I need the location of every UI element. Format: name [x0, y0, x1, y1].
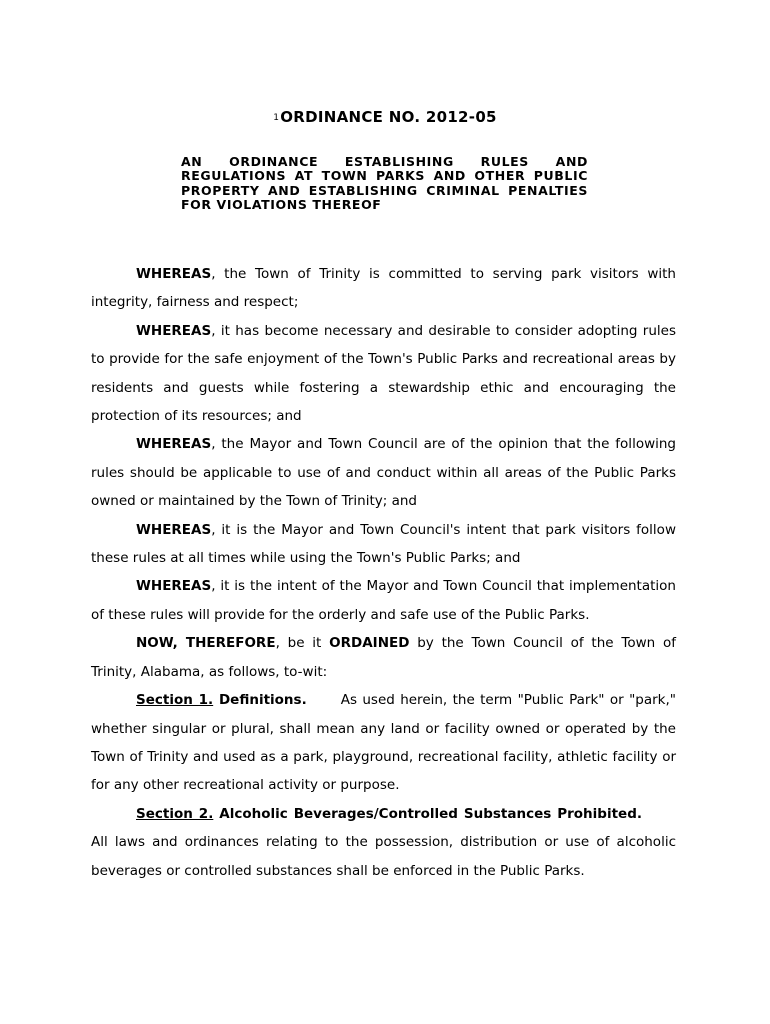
now-therefore-lead: NOW, THEREFORE	[136, 635, 276, 652]
whereas-clause-3	[91, 430, 676, 515]
section-1-label: Section 1.	[136, 692, 214, 709]
whereas-text: , the Town of Trinity is committed to serving park visitors with integrity, fairness and respect;	[91, 266, 676, 311]
whereas-clause-4	[91, 516, 676, 573]
ordinance-title	[0, 108, 770, 126]
section-1	[91, 686, 676, 800]
ordained-word: ORDAINED	[329, 635, 410, 652]
whereas-clause-1	[91, 260, 676, 317]
whereas-text: , it is the intent of the Mayor and Town Council that implementation of these rules will provide for the orderly and safe use of the Public Parks.	[91, 578, 676, 623]
whereas-clause-2	[91, 317, 676, 431]
ordinance-body	[91, 260, 676, 885]
section-2-text: All laws and ordinances relating to the possession, distribution or use of alcoholic beverages or controlled substances shall be enforced in the Public Parks.	[91, 834, 676, 879]
footnote-mark: 1	[273, 113, 280, 123]
whereas-lead: WHEREAS	[136, 436, 212, 453]
whereas-text: , the Mayor and Town Council are of the opinion that the following rules should be applicable to use of and conduct within all areas of the Public Parks owned or maintained by the Town of Trinity; and	[91, 436, 676, 510]
ordinance-title-text: ORDINANCE NO. 2012-05	[280, 108, 497, 126]
section-1-text: As used herein, the term "Public Park" or "park," whether singular or plural, shall mean any land or facility owned or operated by the Town of Trinity and used as a park, playground, recreational facility, athletic facility or for any other recreational activity or purpose.	[91, 692, 677, 794]
whereas-clause-5	[91, 572, 676, 629]
section-2	[91, 800, 676, 885]
now-therefore-clause	[91, 629, 676, 686]
whereas-lead: WHEREAS	[136, 578, 212, 595]
whereas-lead: WHEREAS	[136, 521, 212, 538]
now-therefore-text-2: by the Town Council of the Town of Trinity, Alabama, as follows, to-wit:	[91, 635, 676, 680]
section-1-heading: Definitions.	[213, 692, 307, 709]
section-2-heading: Alcoholic Beverages/Controlled Substances Prohibited.	[213, 805, 642, 822]
whereas-lead: WHEREAS	[136, 322, 212, 339]
ordinance-subtitle: AN ORDINANCE ESTABLISHING RULES AND REGULATIONS AT TOWN PARKS AND OTHER PUBLIC PROPERTY AND ESTABLISHING CRIMINAL PENALTIES FOR VIOLATIONS THEREOF	[181, 154, 588, 212]
section-2-label: Section 2.	[136, 805, 214, 822]
whereas-text: , it is the Mayor and Town Council's intent that park visitors follow these rules at all times while using the Town's Public Parks; and	[91, 521, 676, 567]
now-therefore-text-1: , be it	[275, 635, 330, 652]
whereas-text: , it has become necessary and desirable to consider adopting rules to provide for the safe enjoyment of the Town's Public Parks and recreational areas by residents and guests while fostering a stewardship ethic and encouraging the protection of its resources; and	[91, 322, 676, 425]
whereas-lead: WHEREAS	[136, 266, 212, 282]
